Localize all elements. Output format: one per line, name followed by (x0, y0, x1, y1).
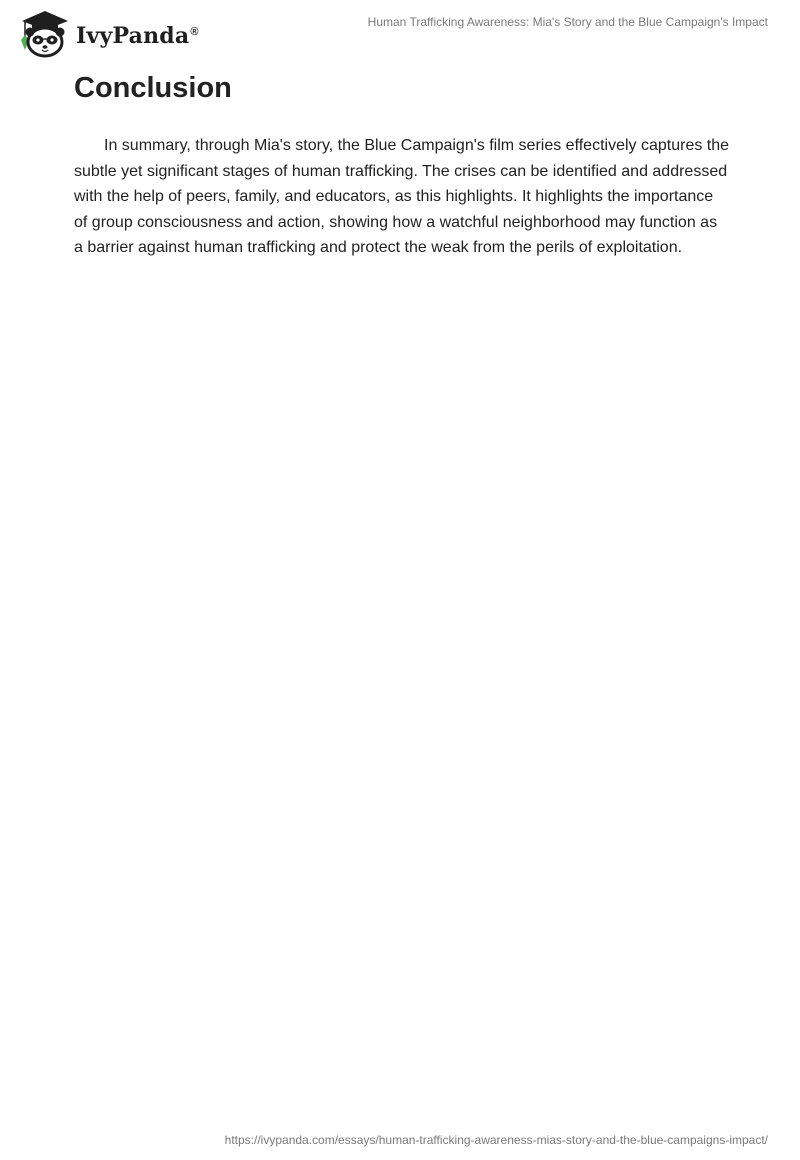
document-title: Human Trafficking Awareness: Mia's Story and the Blue Campaign's Impact (367, 15, 768, 29)
body-paragraph: In summary, through Mia's story, the Blue Campaign's film series effectively captures the subtle yet significant stages of human trafficking. The crises can be identified and addressed with the help of peers, family, and educators, as this highlights. It highlights the importance of group consciousness and action, showing how a watchful neighborhood may function as a barrier against human trafficking and protect the weak from the perils of exploitation. (74, 137, 730, 256)
section-heading: Conclusion (74, 72, 232, 104)
ivypanda-logo[interactable] (14, 8, 199, 58)
logo-text: IvyPanda® (76, 23, 199, 49)
panda-graduate-icon (14, 8, 72, 58)
source-url[interactable]: https://ivypanda.com/essays/human-trafficking-awareness-mias-story-and-the-blue-campaigns-impact/ (224, 1133, 768, 1147)
registered-mark: ® (190, 25, 199, 38)
